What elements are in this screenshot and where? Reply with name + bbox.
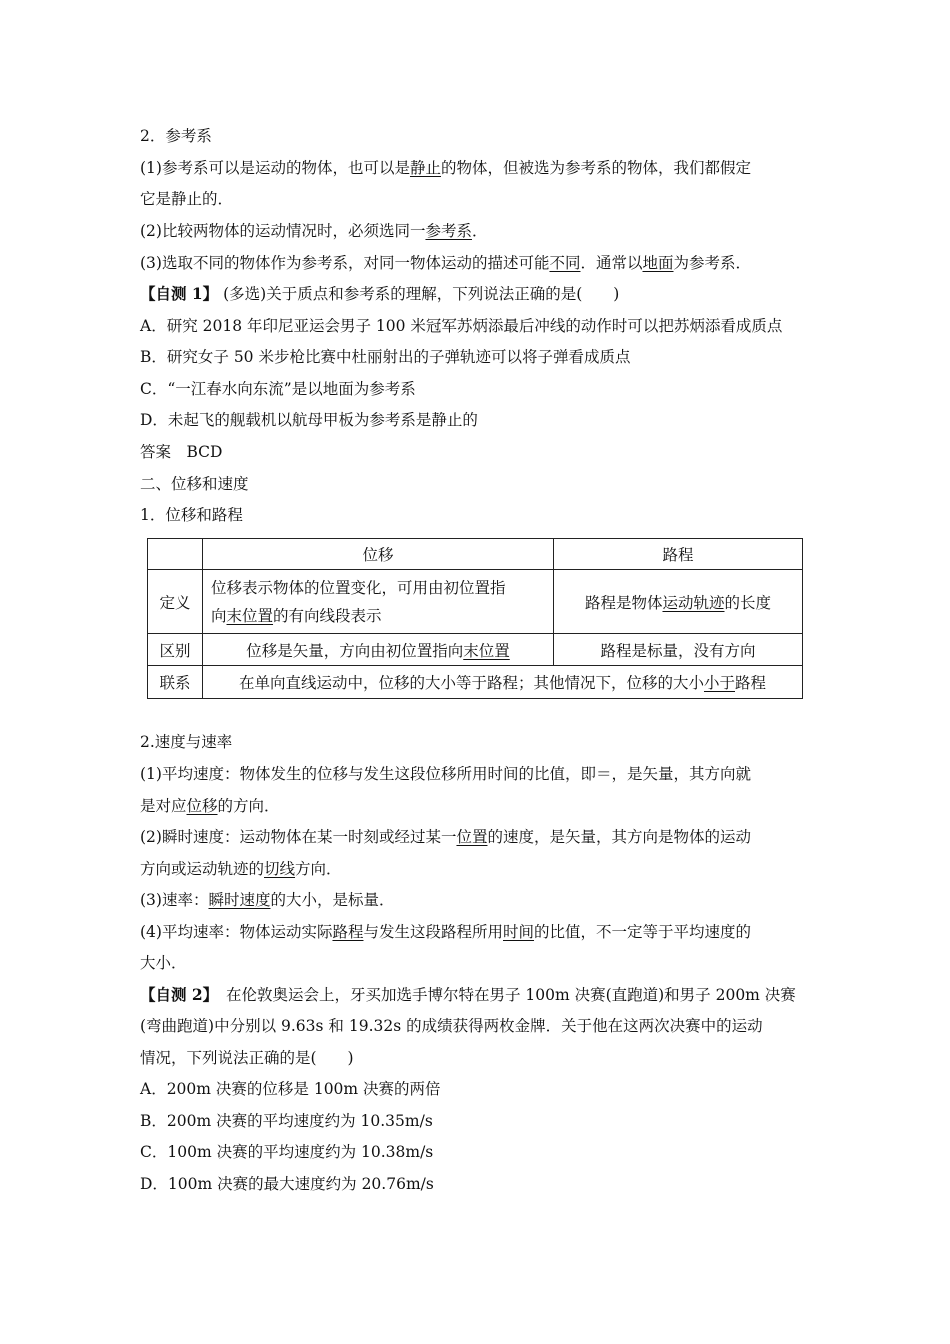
text: 在伦敦奥运会上，牙买加选手博尔特在男子 100m 决赛(直跑道)和男子 200m 决赛: [210, 986, 796, 1004]
table-cell: [203, 666, 803, 699]
text: 路程是物体: [584, 593, 663, 612]
text: 的大小，是标量．: [270, 891, 395, 909]
ref-point-3: [140, 252, 751, 274]
table-row: [148, 570, 803, 634]
question-2-option-c: C．100m 决赛的平均速度约为 10.38m/s: [140, 1143, 434, 1161]
text: (2)比较两物体的运动情况时，必须选同一: [140, 222, 426, 240]
fill-blank: 小于: [703, 674, 735, 692]
text: ．: [471, 222, 488, 240]
ref-point-2: [140, 220, 488, 242]
fill-blank: 运动轨迹: [662, 593, 725, 612]
comparison-table: [147, 538, 803, 699]
text: 为参考系．: [673, 254, 752, 272]
question-1-stem: [140, 283, 619, 305]
table-header-row: [148, 539, 803, 570]
fill-blank: 不同: [549, 254, 581, 272]
fill-blank: 末位置: [226, 606, 274, 625]
question-1-option-b: B．研究女子 50 米步枪比赛中杜丽射出的子弹轨迹可以将子弹看成质点: [140, 348, 631, 366]
question-2-option-b: B．200m 决赛的平均速度约为 10.35m/s: [140, 1112, 433, 1130]
table-cell: [203, 570, 554, 634]
question-1-option-c: C．“一江春水向东流”是以地面为参考系: [140, 380, 416, 398]
question-2-option-a: A．200m 决赛的位移是 100m 决赛的两倍: [140, 1080, 441, 1098]
speed-point-2: [140, 826, 751, 848]
text: 位移表示物体的位置变化，可用由初位置指: [211, 578, 506, 597]
question-1-option-d: D．未起飞的舰载机以航母甲板为参考系是静止的: [140, 411, 478, 429]
table-header-cell: 位移: [203, 539, 554, 570]
text: (4)平均速率：物体运动实际: [140, 923, 333, 941]
fill-blank: 静止: [409, 159, 441, 177]
text: 方向．: [295, 860, 342, 878]
subsection-title: 1．位移和路程: [140, 506, 243, 524]
question-2-option-d: D．100m 决赛的最大速度约为 20.76m/s: [140, 1175, 434, 1193]
text: 的比值，不一定等于平均速度的: [534, 923, 752, 941]
text: 方向或运动轨迹的: [140, 860, 265, 878]
fill-blank: 参考系: [425, 222, 472, 240]
text: (3)选取不同的物体作为参考系，对同一物体运动的描述可能: [140, 254, 550, 272]
row-label: 定义: [148, 570, 203, 634]
fill-blank: 末位置: [463, 641, 510, 660]
text: 是对应: [140, 797, 187, 815]
fill-blank: 位置: [456, 828, 488, 846]
question-1-option-a: A．研究 2018 年印尼亚运会男子 100 米冠军苏炳添最后冲线的动作时可以把苏炳添看成质点: [140, 317, 783, 335]
row-label: 区别: [148, 634, 203, 666]
text: 的长度: [724, 593, 772, 612]
text: 的物体，但被选为参考系的物体，我们都假定: [440, 159, 751, 177]
fill-blank: 瞬时速度: [208, 891, 271, 909]
speed-point-1-cont: [140, 795, 280, 817]
text: 的有向线段表示: [273, 606, 382, 625]
table-cell: [554, 570, 803, 634]
question-2-stem: [140, 984, 796, 1006]
fill-blank: 切线: [264, 860, 296, 878]
text: 位移是矢量，方向由初位置指向: [246, 641, 464, 660]
speed-point-3: [140, 889, 395, 911]
table-row: [148, 666, 803, 699]
fill-blank: 路程: [332, 923, 364, 941]
text: ．通常以: [580, 254, 643, 272]
question-tag: 【自测 2】: [140, 985, 211, 1004]
table-cell: [203, 634, 554, 666]
text: 路程: [735, 674, 767, 692]
speed-heading: 2.速度与速率: [140, 733, 233, 751]
question-2-stem-line-3: 情况，下列说法正确的是( ): [140, 1049, 354, 1067]
row-label: 联系: [148, 666, 203, 699]
table-header-cell: [148, 539, 203, 570]
text: 的速度，是矢量，其方向是物体的运动: [487, 828, 751, 846]
table-header-cell: 路程: [554, 539, 803, 570]
text: (1)参考系可以是运动的物体，也可以是: [140, 159, 410, 177]
question-2-stem-line-2: (弯曲跑道)中分别以 9.63s 和 19.32s 的成绩获得两枚金牌．关于他在这两次决赛中的运动: [140, 1017, 763, 1035]
speed-point-1: (1)平均速度：物体发生的位移与发生这段位移所用时间的比值，即＝，是矢量，其方向就: [140, 765, 751, 783]
section-title: 二、位移和速度: [140, 475, 249, 493]
ref-point-1-cont: 它是静止的．: [140, 190, 234, 208]
fill-blank: 地面: [642, 254, 674, 272]
text: 与发生这段路程所用: [363, 923, 503, 941]
ref-point-1: [140, 157, 751, 179]
table-row: [148, 634, 803, 666]
speed-point-4: [140, 921, 751, 943]
text: 向: [211, 606, 227, 625]
question-1-answer: 答案 BCD: [140, 443, 223, 461]
text: 的方向．: [217, 797, 280, 815]
question-tag: 【自测 1】: [140, 284, 219, 303]
text: 在单向直线运动中，位移的大小等于路程；其他情况下，位移的大小: [238, 674, 704, 692]
text: (多选)关于质点和参考系的理解，下列说法正确的是( ): [218, 285, 620, 303]
table-cell: 路程是标量，没有方向: [554, 634, 803, 666]
fill-blank: 位移: [186, 797, 218, 815]
ref-heading: 2．参考系: [140, 127, 212, 145]
speed-point-2-cont: [140, 858, 342, 880]
fill-blank: 时间: [503, 923, 535, 941]
text: (2)瞬时速度：运动物体在某一时刻或经过某一: [140, 828, 457, 846]
text: (3)速率：: [140, 891, 209, 909]
speed-point-4-cont: 大小．: [140, 954, 187, 972]
